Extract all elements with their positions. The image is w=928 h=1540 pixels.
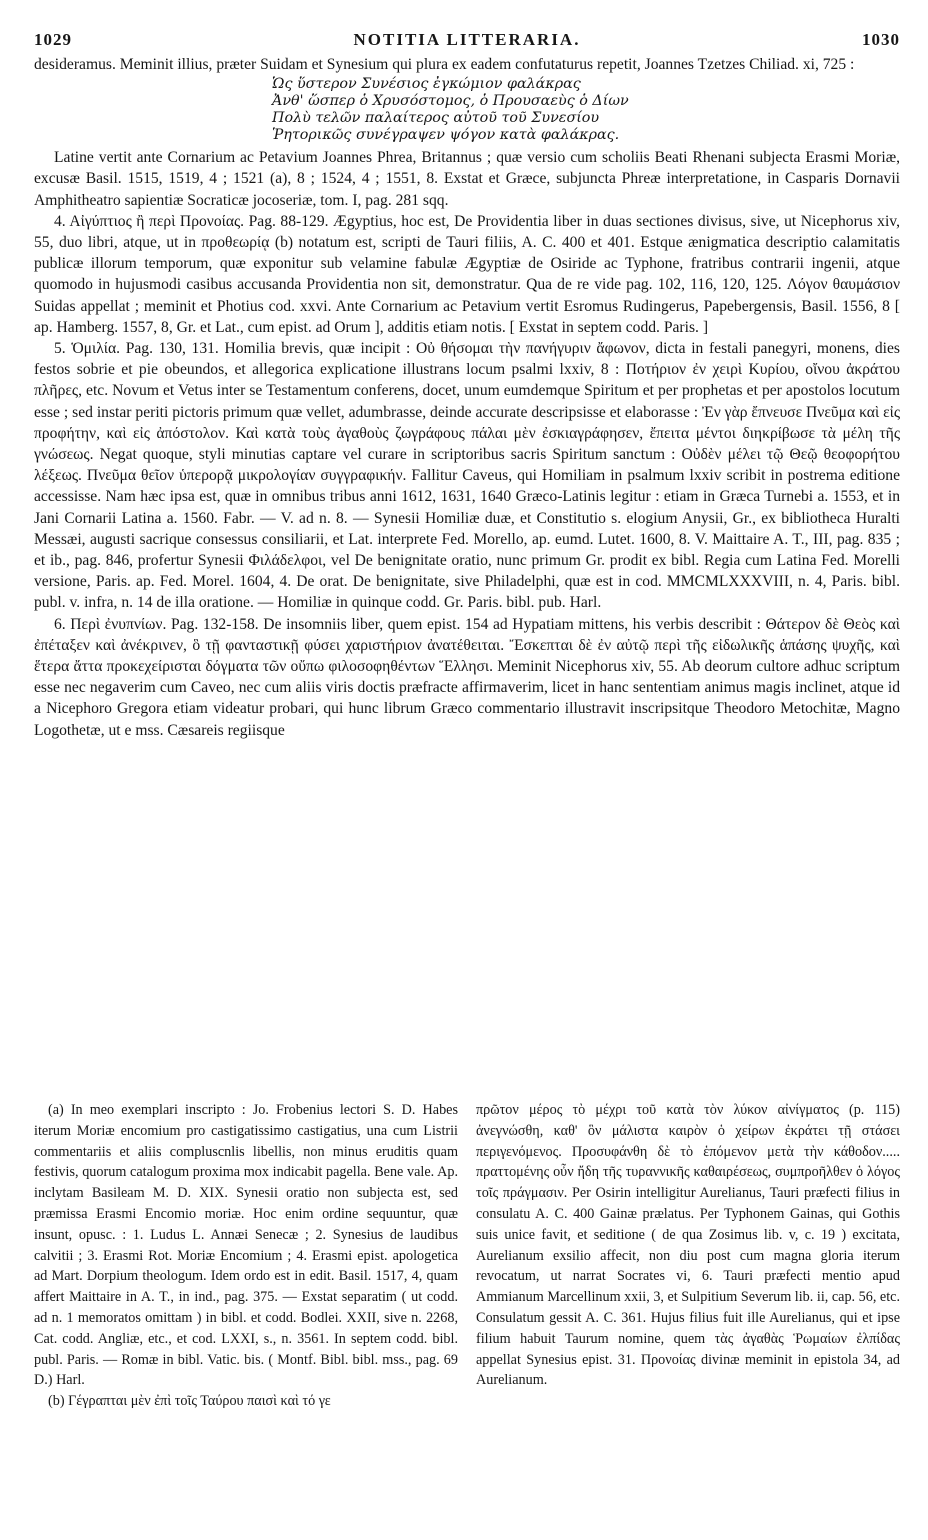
verse-line: Ῥητορικῶς συνέγραψεν ψόγον κατὰ φαλάκρας. [272, 127, 620, 144]
greek-verse-quotation [272, 75, 900, 147]
verse-line: Ἀνθ' ὥσπερ ὁ Χρυσόστομος, ὁ Προυσαεὺς ὁ Δίων [272, 93, 629, 110]
footnote-b-continued: πρῶτον μέρος τὸ μέχρι τοῦ κατὰ τὸν λύκον αἰνίγματος (p. 115) ἀνεγνώσθη, καθ' ὃν μάλιστα καιρὸν ὁ χείρων ἐκράτει τῇ στάσει περιγενόμενος. Προσυφάνθη δὲ τὸ ἑπόμενον μετὰ τὴν κάθοδον..... πραττομένης οὖν ἤδη τῆς τυραννικῆς καθαιρέσεως, συμπροῆλθεν ὁ λόγος τοῖς πράγμασιν. Per Osirin intelligitur Aurelianus, Tauri præfecti filius in consulatu A. C. 400 Gainæ prælatus. Per Typhonem Gainas, qui Gothis suis unice favit, et seditione ( de qua Zosimus lib. v, c. 19 ) excitata, Aurelianum exsilio affecit, non diu post cum magna gloria iterum revocatum, ut narrat Socrates vi, 6. Tauri præfecti mentio apud Ammianum Marcellinum xxii, 3, et Sulpitium Severum lib. ii, cap. 56, etc. Consulatum gessit A. C. 361. Hujus filius fuit ille Aurelianus, qui et ipse filium habuit Taurum nomine, quem τὰς ἀγαθὰς Ῥωμαίων ἐλπίδας appellat Synesius epist. 31. Προνοίας divinæ meminit in epistola 34, ad Aurelianum. [476, 1102, 900, 1389]
footnotes-right-column [476, 1100, 900, 1412]
verse-line: Ὡς ὕστερον Συνέσιος ἐγκώμιον φαλάκρας [272, 76, 581, 93]
main-text [34, 54, 900, 741]
running-title: NOTITIA LITTERARIA. [353, 30, 581, 49]
verse-line: Πολὺ τελῶν παλαίτερος αὐτοῦ τοῦ Συνεσίου [272, 110, 600, 127]
paragraph-item-6-de-insomniis: 6. Περὶ ἐνυπνίων. Pag. 132-158. De insomniis liber, quem epist. 154 ad Hypatiam mittens, his verbis describit : Θάτερον δὲ Θεὸς καὶ ἐπέταξεν καὶ ἀνέκρινεν, ὃ τῇ φανταστικῇ φύσει χαριστήριον ἀνατέθειται. Ἔσκεπται δὲ ἐν αὐτῷ περὶ τῆς εἰδωλικῆς ἁπάσης ψυχῆς, καὶ ἕτερα ἄττα προκεχείρισται δόγματα τῶν οὔπω φιλοσοφηθέντων Ἕλλησι. Meminit Nicephorus xiv, 55. Ab deorum cultore adhuc scriptum esse nec negaverim cum Caveo, nec cum aliis viris doctis præfracte affirmaverim, licet in hanc sententiam animus magis inclinet, atque id a Nicephoro Gregora etiam videatur probari, qui hunc librum Græco commentario illustravit inscripsitque Theodoro Metochitæ, Magno Logothetæ, ut e mss. Cæsareis regiisque [34, 615, 900, 739]
footnotes [34, 1100, 900, 1412]
footnotes-left-column [34, 1100, 458, 1412]
paragraph-latin-versions: Latine vertit ante Cornarium ac Petavium Joannes Phrea, Britannus ; quæ versio cum scholiis Beati Rhenani subjecta Erasmi Moriæ, excusæ Basil. 1515, 1519, 4 ; 1521 (a), 8 ; 1524, 4 ; 1551, 8. Exstat et Græce, subjuncta Phreæ interpretatione, in Casparis Dornavii Amphitheatro sapientiæ Socraticæ jocoseriæ, tom. I, pag. 281 sqq. [34, 149, 900, 209]
intro-paragraph: desideramus. Meminit illius, præter Suidam et Synesium qui plura ex eadem confutaturus repetit, Joannes Tzetzes Chiliad. xi, 725 : [34, 56, 855, 73]
left-page-number: 1029 [34, 30, 72, 49]
paragraph-item-5-homilia: 5. Ὁμιλία. Pag. 130, 131. Homilia brevis, quæ incipit : Οὐ θήσομαι τὴν πανήγυριν ἄφωνον, dicta in festali panegyri, monens, dies festos sobrie et pie obeundos, et allegorica explicatione illustrans locum psalmi lxxiv, 8 : Ποτήριον ἐν χειρὶ Κυρίου, οἴνου ἀκράτου πλῆρες, etc. Novum et Vetus inter se Testamentum conferens, docet, unum eumdemque Spiritum et per prophetas et per apostolos locutum esse ; sed instar periti pictoris primum quæ vellet, adumbrasse, deinde accurate descripsisse et elaborasse : Ἐν γὰρ ἔπνευσε Πνεῦμα καὶ εἰς προφήτην, καὶ εἰς ἀπόστολον. Καὶ κατὰ τοὺς ἀγαθοὺς ζωγράφους πάλαι μὲν ἐσκιαγράφησεν, ἔπειτα μέντοι διηκρίβωσε τὰ μέλη τῆς γνώσεως. Negat quoque, styli minutias captare vel curare in scriptoribus sacris Spiritum sanctum : Οὐδὲν μέλει τῷ Θεῷ θεοφορήτου λέξεως. Πνεῦμα θεῖον ὑπερορᾷ μικρολογίαν συγγραφικήν. Fallitur Caveus, qui Homiliam in psalmum lxxiv scribit in postrema editione accessisse. Nam hæc ipsa est, quæ in omnibus tribus anni 1612, 1631, 1640 Græco-Latinis legitur : etiam in Græca Turnebi a. 1553, et in Jani Cornarii Latina a. 1560. Fabr. — V. ad n. 8. — Synesii Homiliæ duæ, et Constitutio s. elogium Anysii, Gr., ex bibliotheca Huralti Messæi, augusti sacrique consessus consiliarii, et Lat. interprete Fed. Morello, ap. eumd. Lutet. 1600, 8. V. Maittaire A. T., III, pag. 835 ; et ib., pag. 846, profertur Synesii Φιλάδελφοι, vel De benignitate oratio, nunc primum Gr. prodit ex bibl. Regia cum Latina Fed. Morelli versione, Paris. ap. Fed. Morel. 1604, 4. De orat. De benignitate, sive Philadelphi, quæ est in cod. MMCMLXXXVIII, n. 4, Paris. bibl. publ. v. infra, n. 14 de illa oratione. — Homiliæ in quinque codd. Gr. Paris. bibl. pub. Harl. [34, 340, 900, 612]
paragraph-item-4-aegyptius: 4. Αἰγύπτιος ἢ περὶ Προνοίας. Pag. 88-129. Ægyptius, hoc est, De Providentia liber in duas sectiones divisus, sive, ut Nicephorus xiv, 55, duo libri, atque, ut in προθεωρίᾳ (b) notatum est, scripti de Tauri filiis, A. C. 400 et 401. Estque ænigmatica descriptio calamitatis publicæ illorum temporum, quæ exponitur sub velamine fabulæ Ægyptiæ de Osiride ac Typhone, fratribus contrarii ingenii, atque quomodo in hujusmodi casibus accusanda Providentia non sit, demonstratur. Qua de re vide pag. 102, 116, 120, 125. Λόγον θαυμάσιον Suidas appellat ; meminit et Photius cod. xxvi. Ante Cornarium ac Petavium vertit Esromus Rudingerus, Papebergensis, Basil. 1556, 8 [ ap. Hamberg. 1557, 8, Gr. et Lat., cum epist. ad Orum ], additis etiam notis. [ Exstat in septem codd. Paris. ] [34, 212, 900, 336]
page-body [34, 30, 900, 741]
footnote-a: (a) In meo exemplari inscripto : Jo. Frobenius lectori S. D. Habes iterum Moriæ encomium pro castigatissimo castigatius, una cum Listrii commentariis et aliis compluscnlis libellis, non minus eruditis quam festivis, quorum catalogum proxima mox indicabit pagella. Bene vale. Ap. inclytam Basileam M. D. XIX. Synesii oratio non subjecta est, sed præmissa Erasmi Encomio moriæ. Hoc enim ordine sequuntur, quæ insunt, opusc. : 1. Ludus L. Annæi Senecæ ; 2. Synesius de laudibus calvitii ; 3. Erasmi Rot. Moriæ Encomium ; 4. Erasmi epist. apologetica ad Mart. Dorpium theologum. Idem ordo est in edit. Basil. 1517, 4, quam affert Maittaire in A. T., in ind., pag. 375. — Exstat separatim ( ut codd. ad n. 1 memoratos omittam ) in bibl. et codd. Bodlei. XXII, sive n. 2268, Cat. codd. Angliæ, etc., et cod. LXXI, s., n. 3561. In septem codd. bibl. publ. Paris. — Romæ in bibl. Vatic. bis. ( Montf. Bibl. bibl. mss., pag. 69 D.) Harl. [34, 1102, 458, 1389]
right-page-number: 1030 [861, 30, 900, 49]
page-header [34, 30, 900, 54]
footnote-b-start: (b) Γέγραπται μὲν ἐπὶ τοῖς Ταύρου παισὶ καὶ τό γε [48, 1393, 331, 1410]
